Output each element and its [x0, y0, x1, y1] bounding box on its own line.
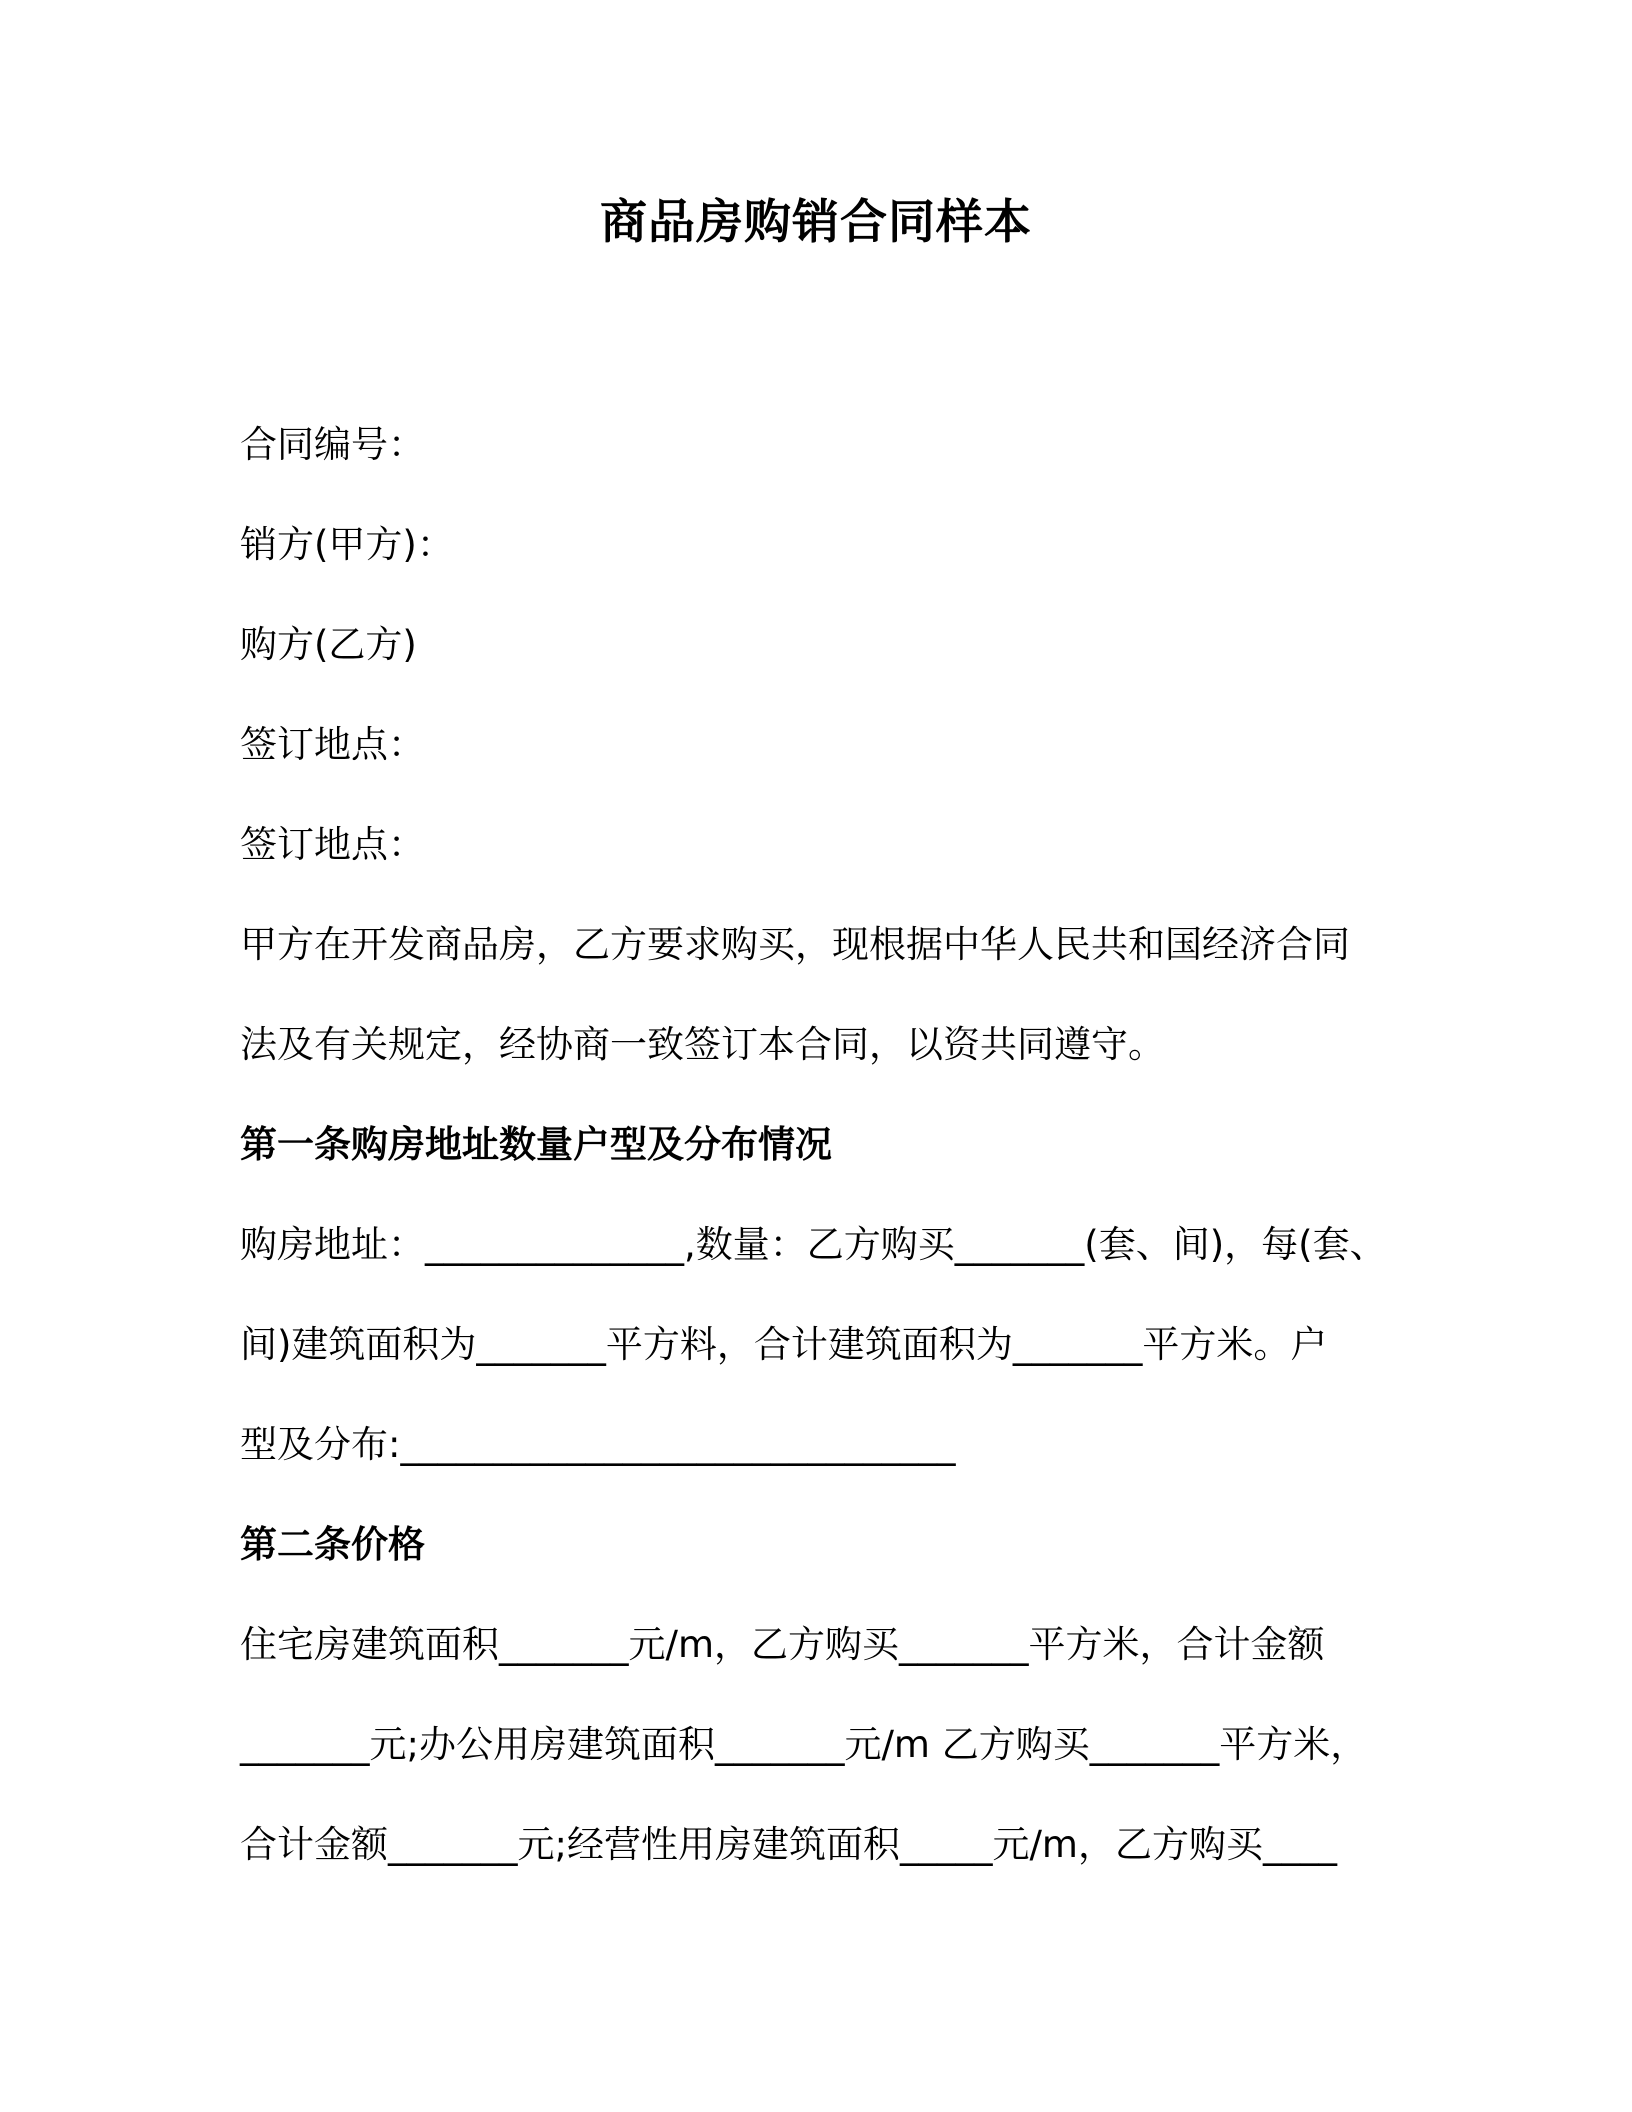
signing-place-line: 签订地点：: [240, 723, 425, 766]
article-2-heading: 第二条价格: [240, 1523, 425, 1566]
contract-number-line: 合同编号：: [240, 423, 425, 466]
preamble-line-1: 甲方在开发商品房，乙方要求购买，现根据中华人民共和国经济合同: [240, 923, 1350, 966]
seller-line: 销方(甲方)：: [240, 523, 454, 566]
article-1-line-3: 型及分布:______________________________: [240, 1423, 956, 1466]
article-2-line-1: 住宅房建筑面积_______元/m，乙方购买_______平方米，合计金额: [240, 1623, 1325, 1666]
article-2-line-3: 合计金额_______元;经营性用房建筑面积_____元/m，乙方购买____: [240, 1823, 1337, 1866]
signing-place-line-repeat: 签订地点：: [240, 823, 425, 866]
article-1-line-2: 间)建筑面积为_______平方料，合计建筑面积为_______平方米。户: [240, 1323, 1328, 1366]
preamble-line-2: 法及有关规定，经协商一致签订本合同，以资共同遵守。: [240, 1023, 1165, 1066]
article-2-line-2: _______元;办公用房建筑面积_______元/m 乙方购买_______平方米，: [240, 1723, 1368, 1766]
article-1-line-1: 购房地址：______________,数量：乙方购买_______(套、间)，每(套、: [240, 1223, 1387, 1266]
article-1-heading: 第一条购房地址数量户型及分布情况: [240, 1123, 832, 1166]
document-title: 商品房购销合同样本: [600, 195, 1032, 250]
buyer-line: 购方(乙方): [240, 623, 417, 666]
